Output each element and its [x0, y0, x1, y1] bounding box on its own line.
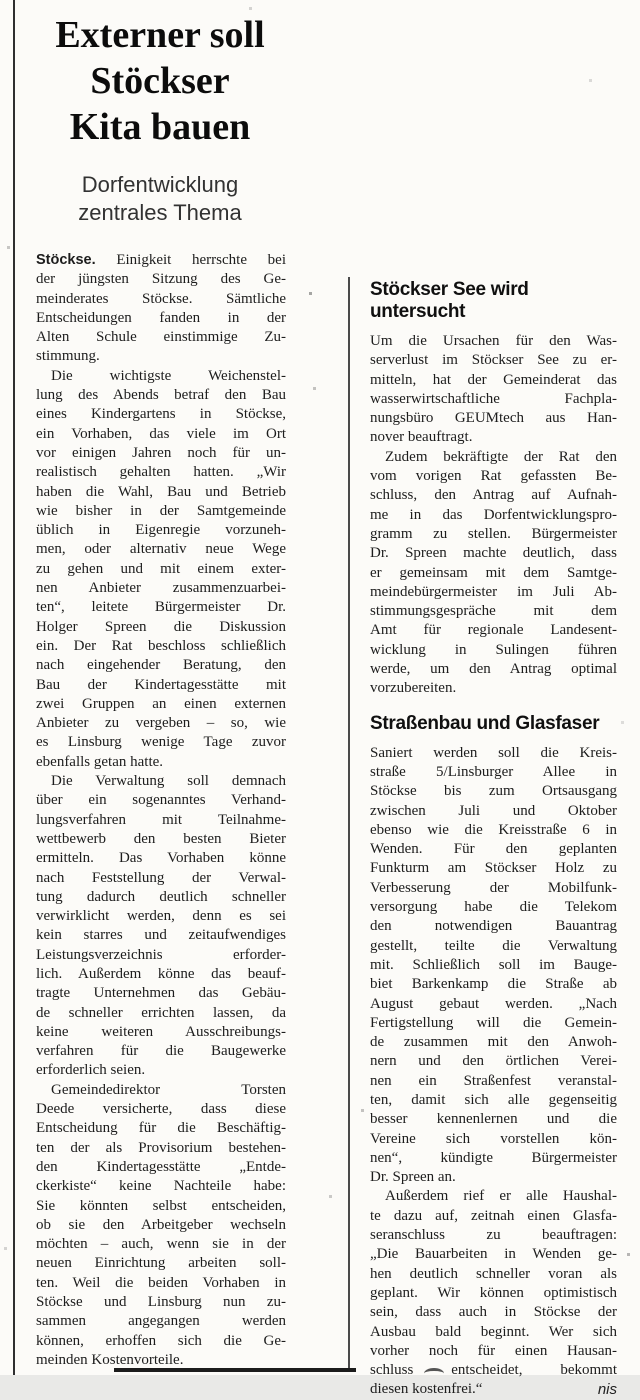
text-line: versorgung habe die Telekom [370, 899, 617, 916]
text-line: verfahren für die Baugewerke [36, 1043, 286, 1060]
text-line: hen deutlich schneller voran als [370, 1265, 617, 1282]
text-line: erforderlich seien. [36, 1062, 146, 1079]
article-section [370, 713, 617, 1400]
text-line: Vereine sich vorstellen kön- [370, 1130, 617, 1147]
text-line: sein, dass auch in Stöckse der [370, 1304, 617, 1321]
article-headline [28, 12, 292, 150]
section-heading: Straßenbau und Glasfaser [370, 712, 600, 734]
text-line: men, oder alternativ neue Wege [36, 541, 286, 558]
text-line: nen Anbieter zusammenzuarbei- [36, 580, 286, 597]
text-line: Dr. Spreen an. [370, 1169, 456, 1186]
text-line: lungsverfahren mit Teilnahme- [36, 811, 286, 828]
text-line: den Kindertagesstätte „Entde- [36, 1158, 286, 1175]
text-line: Stöckse und Linsburg nun zu- [36, 1294, 286, 1311]
text-line: schluss, den Antrag auf Aufnah- [370, 487, 617, 504]
column-divider-rule [348, 277, 350, 1372]
headline-line: Kita bauen [69, 106, 251, 148]
text-line: vor einigen Jahren noch für un- [36, 444, 286, 461]
text-line: er gemeinsam mit dem Samtge- [370, 564, 617, 581]
paragraph [36, 772, 286, 1081]
text-line: serverlust im Stöckser See zu er- [370, 352, 617, 369]
text-line: ermitteln. Das Vorhaben könne [36, 850, 286, 867]
text-line: lich. Außerdem könne das beauf- [36, 965, 286, 982]
text-line: de zusammen mit den Anwoh- [370, 1034, 617, 1051]
text-line: zwei Gruppen an einen externen [36, 695, 286, 712]
text-line: gramm zu stellen. Bürgermeister [370, 525, 617, 542]
text-line: ein Vorhaben, das viele im Ort [36, 425, 286, 442]
text-line: Dr. Spreen machte deutlich, dass [370, 545, 617, 562]
text-line: über ein sogenanntes Verhand- [36, 792, 286, 809]
text-line: vorzubereiten. [370, 680, 457, 697]
text-line: Alten Schule einstimmige Zu- [36, 329, 286, 346]
text-line: stimmungsgespräche mit dem [370, 603, 617, 620]
text-line: nen“, kündigte Bürgermeister [370, 1149, 617, 1166]
text-line: Gemeindedirektor Torsten [51, 1081, 286, 1098]
paragraph [36, 251, 286, 367]
article-section [370, 279, 617, 699]
subheadline-line: zentrales Thema [78, 200, 242, 225]
paragraph [370, 332, 617, 448]
text-line: vorher noch für einen Hausan- [370, 1342, 617, 1359]
text-line: seranschluss zu beauftragen: [370, 1227, 617, 1244]
text-line: me in das Dorfentwicklungspro- [370, 506, 617, 523]
text-line: gestellt, teilte die Verwaltung [370, 937, 617, 954]
scan-speckles [0, 0, 1, 1]
text-line: mit. Schließlich soll im Bauge- [370, 956, 617, 973]
text-line: meinden Kostenvorteile. [36, 1351, 184, 1368]
text-line: biet Barkenkamp die Straße ab [370, 976, 617, 993]
text-line: te dazu auf, zeitnah einen Glasfa- [370, 1207, 617, 1224]
text-line: Stöckse bis zum Ortsausgang [370, 783, 617, 800]
text-line: tragte Unternehmen das Gebäu- [36, 985, 286, 1002]
text-line: ob sie den Arbeitgeber wechseln [36, 1216, 286, 1233]
text-line: Bau der Kindertagesstätte mit [36, 676, 286, 693]
author-signature: nis [597, 1381, 617, 1399]
text-line: kein starres und zeitaufwendiges [36, 927, 286, 944]
text-line: schluss entscheidet, bekommt [370, 1362, 617, 1379]
text-line: Verbesserung der Mobilfunk- [370, 879, 617, 896]
text-line: ckerkiste“ keine Nachteile habe: [36, 1178, 286, 1195]
text-line: tung dadurch deutlich schneller [36, 888, 286, 905]
text-line: Ausbau bald beginnt. Wer sich [370, 1323, 617, 1340]
text-line: können, erhoffen sich die Ge- [36, 1332, 286, 1349]
text-line: haben die Wahl, Bau und Betrieb [36, 483, 286, 500]
text-line: August gebaut werden. „Nach [370, 995, 617, 1012]
text-line: nach Feststellung der Verwal- [36, 869, 286, 886]
text-line: geplant. Wir können optimistisch [370, 1284, 617, 1301]
paragraph [370, 1187, 617, 1399]
right-column [370, 279, 617, 1400]
text-line: Fertigstellung will die Gemein- [370, 1014, 617, 1031]
text-line: zu gehen und mit einem exter- [36, 560, 286, 577]
text-line: ebenso wie die Kreisstraße 6 in [370, 821, 617, 838]
section-heading: Stöckser See wird untersucht [370, 279, 529, 322]
text-line: sammen angegangen werden [36, 1313, 286, 1330]
text-line: lung des Abends betraf den Bau [36, 387, 286, 404]
text-line: diesen kostenfrei.“ [370, 1381, 483, 1398]
text-line: vom vorigen Rat gefassten Be- [370, 468, 617, 485]
text-line: üblich in Eigenregie vorzuneh- [36, 522, 286, 539]
text-line: verwirklicht werden, denn es sei [36, 908, 286, 925]
text-line: Sie könnten selbst entscheiden, [36, 1197, 286, 1214]
paragraph [370, 448, 617, 699]
text-line: wie bisher in der Samtgemeinde [36, 502, 286, 519]
text-line: werde, um den Antrag optimal [370, 661, 617, 678]
text-line: der jüngsten Sitzung des Ge- [36, 271, 286, 288]
text-line: stimmung. [36, 348, 100, 365]
dateline-lead: Stöckse. [36, 252, 96, 268]
text-line: Amt für regionale Landesent- [370, 622, 617, 639]
text-line: keine weiteren Ausschreibungs- [36, 1023, 286, 1040]
text-line: Außerdem rief er alle Haushal- [385, 1188, 617, 1205]
article-subheadline [28, 171, 292, 227]
text-line: Anbieter zu vergeben – so, wie [36, 715, 286, 732]
text-line: Zudem bekräftigte der Rat den [385, 448, 617, 465]
text-line: Um die Ursachen für den Was- [370, 333, 617, 349]
paragraph [370, 744, 617, 1188]
text-line: Funkturm am Stöckser Holz zu [370, 860, 617, 877]
signature-line [370, 1380, 617, 1399]
text-line: Entscheidung für die Beschäftig- [36, 1120, 286, 1137]
text-line: ein. Der Rat beschloss schließlich [36, 637, 286, 654]
text-line: nach eingehender Beratung, den [36, 657, 286, 674]
text-line: realistisch gehalten hatten. „Wir [36, 464, 286, 481]
text-line: meinderates Stöckse. Sämtliche [36, 290, 286, 307]
text-line: wicklung in Sulingen führen [370, 641, 617, 658]
text-line: neuen Einrichtung arbeiten soll- [36, 1255, 286, 1272]
text-line: es Linsburg wenige Tage zuvor [36, 734, 286, 751]
text-line: „Die Bauarbeiten in Wenden ge- [370, 1246, 617, 1263]
headline-line: Externer soll [55, 14, 265, 56]
text-line: Wenden. Für den geplanten [370, 841, 617, 858]
paragraph [36, 1081, 286, 1370]
text-line: besser kennenlernen und die [370, 1111, 617, 1128]
text-line: Holger Spreen die Diskussion [36, 618, 286, 635]
text-line: Leistungsverzeichnis erforder- [36, 946, 286, 963]
text-line: ebenfalls getan hatte. [36, 753, 164, 770]
text-line: de schneller errichten lassen, da [36, 1004, 286, 1021]
text-line: straße 5/Linsburger Allee in [370, 763, 617, 780]
text-line: ten, damit sich alle gegenseitig [370, 1091, 617, 1108]
paragraph [36, 367, 286, 772]
text-line: nern und den örtlichen Verei- [370, 1053, 617, 1070]
left-column [36, 251, 286, 1370]
text-line: meindebürgermeister im Juli Ab- [370, 583, 617, 600]
subheadline-line: Dorfentwicklung [81, 172, 239, 197]
text-line: mitteln, hat der Gemeinderat das [370, 371, 617, 388]
text-line: Saniert werden soll die Kreis- [370, 744, 617, 761]
text-line: ten. Weil die beiden Vorhaben in [36, 1274, 286, 1291]
text-line: Die Verwaltung soll demnach [51, 773, 286, 790]
text-line: wettbewerb den besten Bieter [36, 830, 286, 847]
text-line: ten“, leitete Bürgermeister Dr. [36, 599, 286, 616]
text-line: wasserwirtschaftliche Fachpla- [370, 390, 617, 407]
text-line: nungsbüro GEUMtech aus Han- [370, 410, 617, 427]
text-line: zwischen Juli und Oktober [370, 802, 617, 819]
text-line: ten der als Provisorium bestehen- [36, 1139, 286, 1156]
text-line: Die wichtigste Weichenstel- [51, 367, 286, 384]
text-line: Deede versicherte, dass diese [36, 1101, 286, 1118]
text-line: möchten – auch, wenn sie in der [36, 1236, 286, 1253]
text-line: nover beauftragt. [370, 429, 473, 446]
headline-line: Stöckser [90, 60, 230, 102]
text-line: Entscheidungen fanden in der [36, 309, 286, 326]
text-line: nen ein Straßenfest veranstal- [370, 1072, 617, 1089]
text-line: den notwendigen Bauantrag [370, 918, 617, 935]
left-edge-column-rule [13, 0, 15, 1375]
text-line: eines Kindergartens in Stöckse, [36, 406, 286, 423]
text-line: Stöckse. Einigkeit herrschte bei [36, 252, 286, 268]
